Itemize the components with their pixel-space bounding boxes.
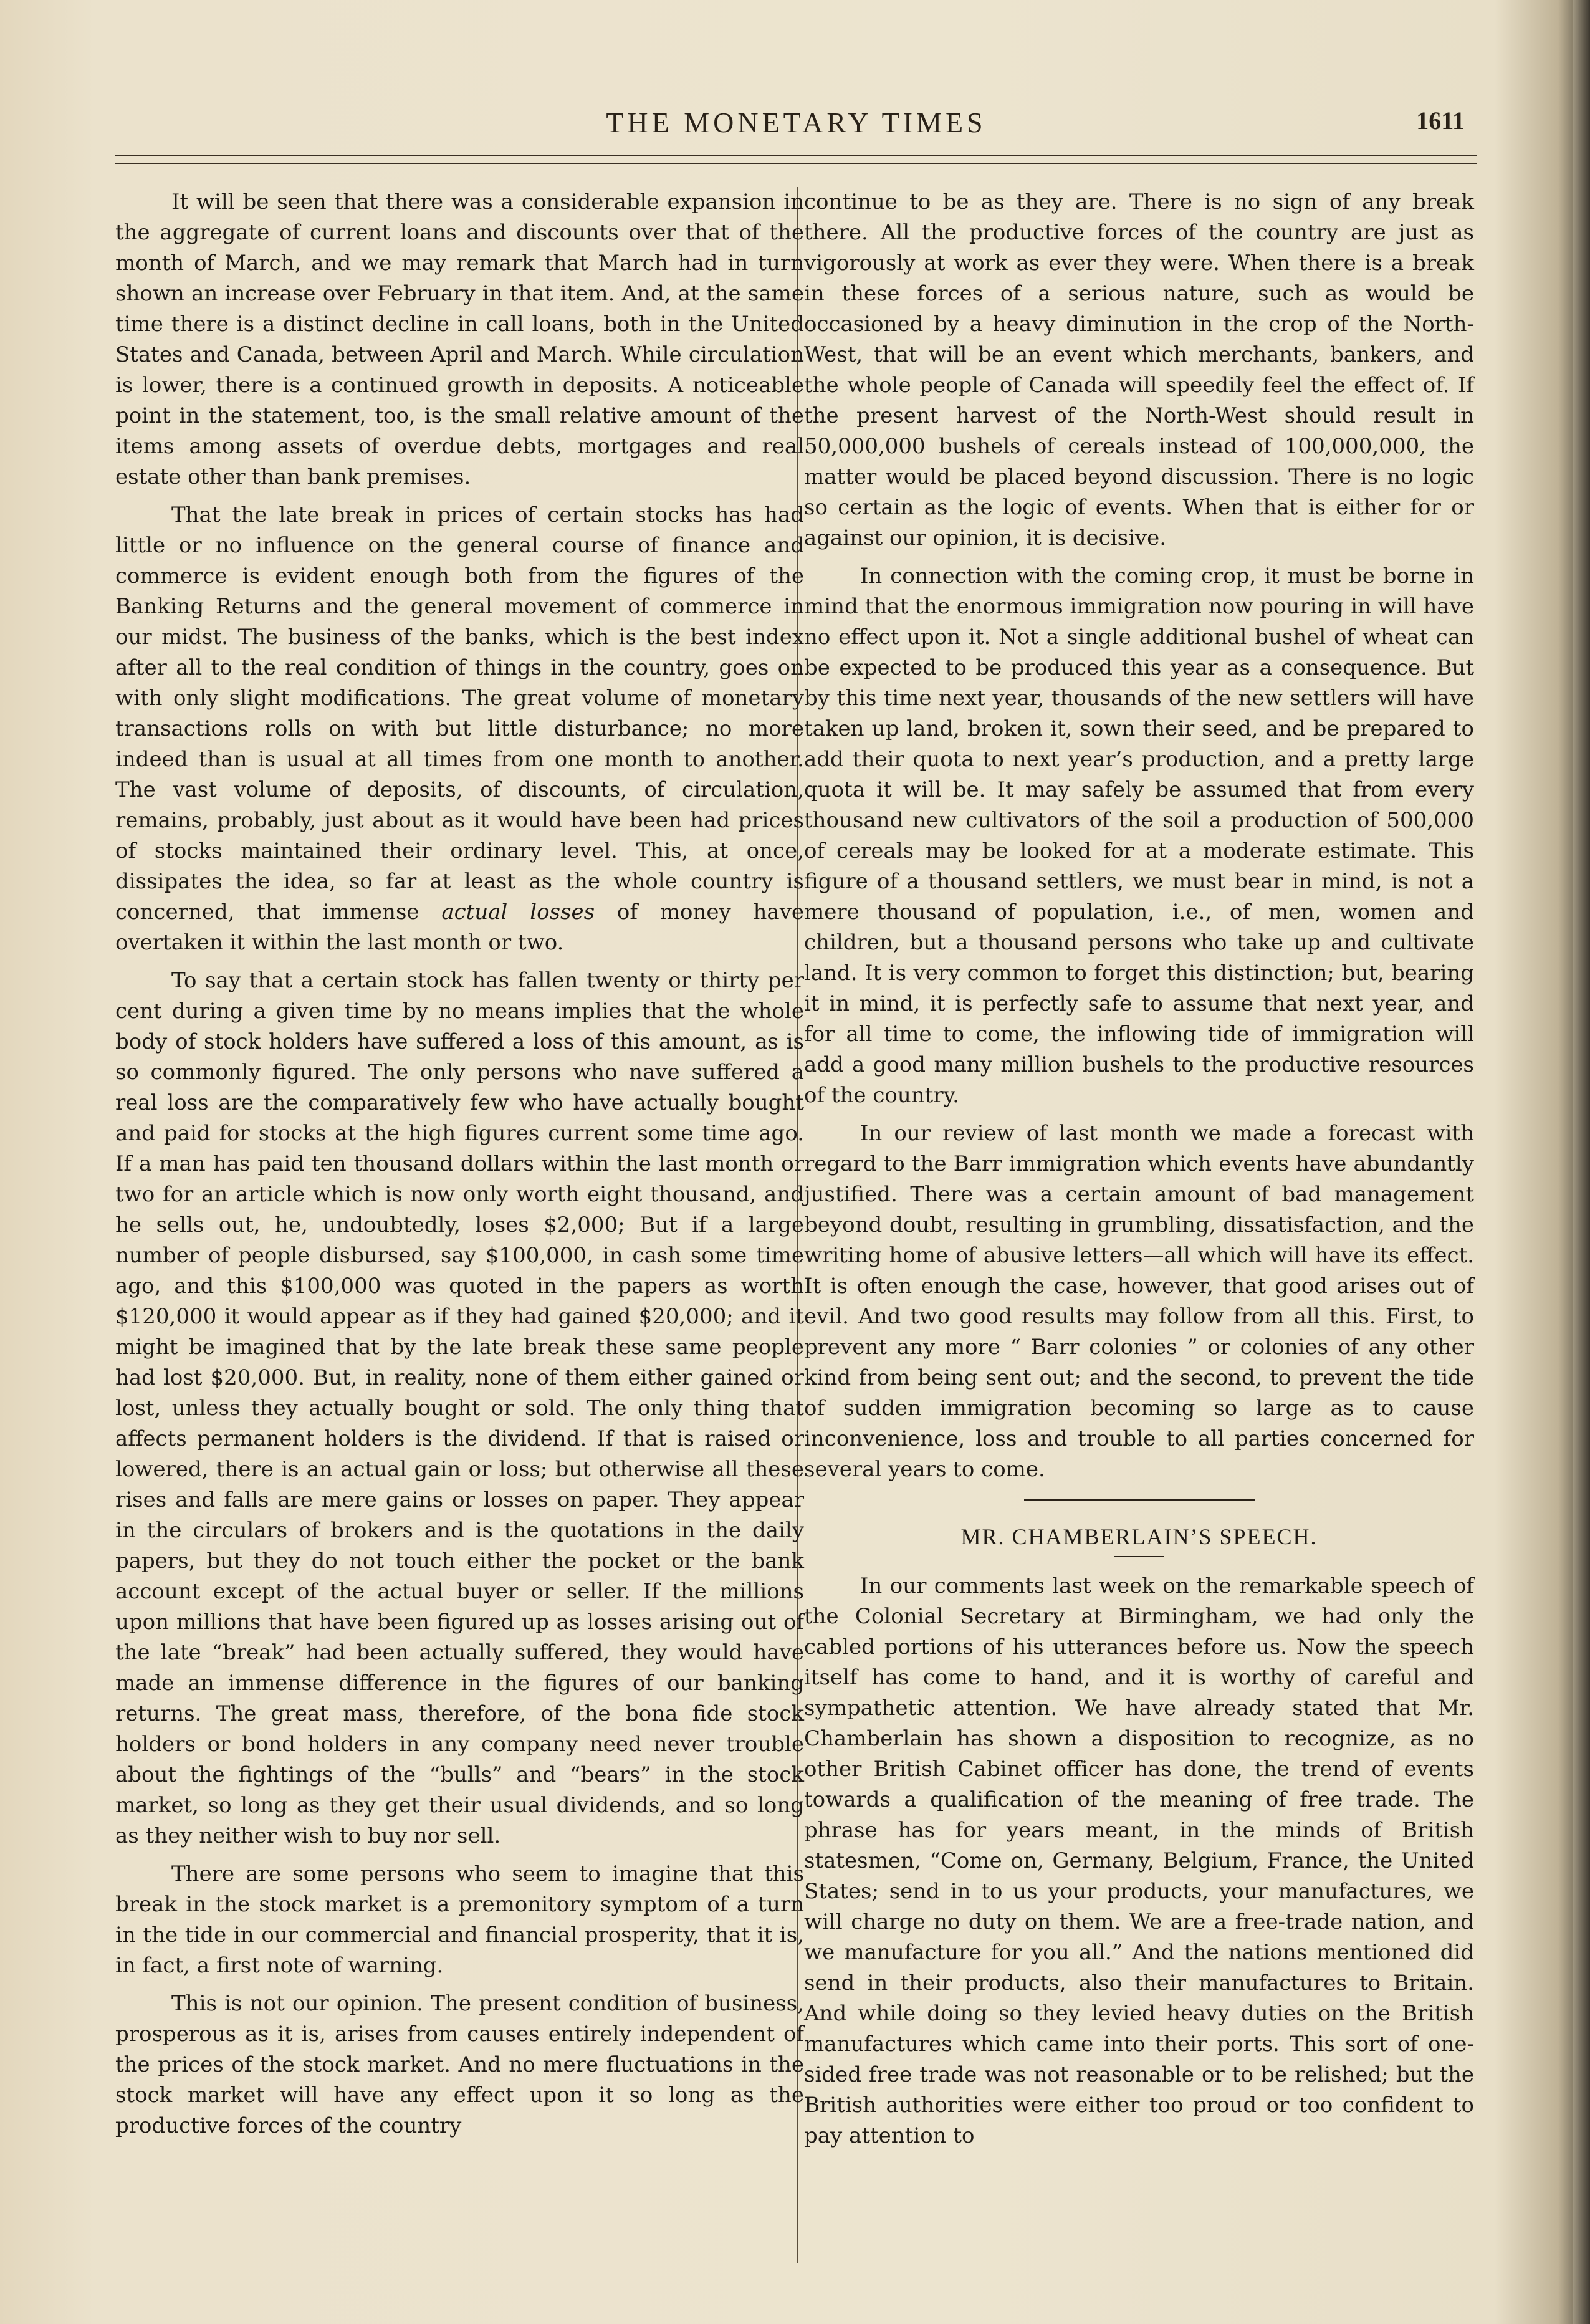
paragraph: continue to be as they are. There is no sign of any break there. All the productive forces of the country are just as vigorously at work as ever they were. When there is a break in these forces of a serious nature, such as would be occasioned by a heavy diminution in the crop of the North-West, that will be an event which merchants, bankers, and the whole people of Canada will speedily feel the effect of. If the present harvest of the North-West should result in 50,000,000 bushels of cereals instead of 100,000,000, the matter would be placed beyond discussion. There is no logic so certain as the logic of events. When that is either for or against our opinion, it is decisive. (804, 190, 1474, 550)
italic-phrase: actual losses (441, 900, 595, 924)
paragraph: It will be seen that there was a considerable expansion in the aggregate of current loans and discounts over that of the month of March, and we may remark that March had in turn shown an increase over February in that item. And, at the same time there is a distinct decline in call loans, both in the United States and Canada, between April and March. While circulation is lower, there is a continued growth in deposits. A noticeable point in the statement, too, is the small relative amount of the items among assets of overdue debts, mortgages and real estate other than bank premises. (115, 190, 804, 489)
masthead: THE MONETARY TIMES (606, 107, 987, 138)
heading-rule (1114, 1556, 1164, 1557)
left-column (115, 187, 804, 2141)
page-number: 1611 (1416, 107, 1465, 135)
paragraph: In our review of last month we made a forecast with regard to the Barr immigration which events have abundantly justified. There was a certain amount of bad management beyond doubt, resulting in grumbling, dissatisfaction, and the writing home of abusive letters—all which will have its effect. It is often enough the case, however, that good arises out of evil. And two good results may follow from all this. First, to prevent any more “ Barr colonies ” or colonies of any other kind from being sent out; and the second, to prevent the tide of sudden immigration becoming so large as to cause inconvenience, loss and trouble to all parties concerned for several years to come. (804, 1121, 1474, 1482)
header-rule-thin (115, 163, 1477, 164)
paragraph: To say that a certain stock has fallen twenty or thirty per cent during a given time by no means implies that the whole body of stock holders have suffered a loss of this amount, as is so commonly figured. The only persons who nave suffered a real loss are the comparatively few who have actually bought and paid for stocks at the high figures current some time ago. If a man has paid ten thousand dollars within the last month or two for an article which is now only worth eight thousand, and he sells out, he, undoubtedly, loses $2,000; But if a large number of people disbursed, say $100,000, in cash some time ago, and this $100,000 was quoted in the papers as worth $120,000 it would appear as if they had gained $20,000; and it might be imagined that by the late break these same people had lost $20,000. But, in reality, none of them either gained or lost, unless they actually bought or sold. The only thing that affects permanent holders is the dividend. If that is raised or lowered, there is an actual gain or loss; but otherwise all these rises and falls are mere gains or losses on paper. They appear in the circulars of brokers and is the quotations in the daily papers, but they do not touch either the pocket or the bank account except of the actual buyer or seller. If the millions upon millions that have been figured up as losses arising out of the late “break” had been actually suffered, they would have made an immense difference in the figures of our banking returns. The great mass, therefore, of the bona fide stock holders or bond holders in any company need never trouble about the fightings of the “bulls” and “bears” in the stock market, so long as they get their usual dividends, and so long as they neither wish to buy nor sell. (115, 968, 804, 1848)
section-separator (1024, 1499, 1255, 1504)
paragraph: This is not our opinion. The present condition of business, prosperous as it is, arises from causes entirely independent of the prices of the stock market. And no mere fluctuations in the stock market will have any effect upon it so long as the productive forces of the country (115, 1991, 804, 2138)
paragraph (115, 500, 804, 958)
section-heading: MR. CHAMBERLAIN’S SPEECH. (960, 1524, 1318, 1549)
page-header (115, 106, 1477, 150)
binding-edge (1573, 0, 1590, 2324)
right-column (804, 187, 1474, 2151)
header-rule-thick (115, 155, 1477, 156)
paragraph: In our comments last week on the remarkable speech of the Colonial Secretary at Birmingham, we had only the cabled portions of his utterances before us. Now the speech itself has come to hand, and it is worthy of careful and sympathetic attention. We have already stated that Mr. Chamberlain has shown a disposition to recognize, as no other British Cabinet officer has done, the trend of events towards a qualification of the meaning of free trade. The phrase has for years meant, in the minds of British statesmen, “Come on, Germany, Belgium, France, the United States; send in to us your products, your manufactures, we will charge no duty on them. We are a free-trade nation, and we manufacture for you all.” And the nations mentioned did send in their products, also their manufactures to Britain. And while doing so they levied heavy duties on the British manufactures which came into their ports. This sort of one-sided free trade was not reasonable or to be relished; but the British authorities were either too proud or too confident to pay attention to (804, 1573, 1474, 2148)
paragraph: There are some persons who seem to imagine that this break in the stock market is a premonitory symptom of a turn in the tide in our commercial and financial prosperity, that it is, in fact, a first note of warning. (115, 1861, 804, 1978)
paragraph-text: That the late break in prices of certain stocks has had little or no influence on the general course of finance and commerce is evident enough both from the figures of the Banking Returns and the general movement of commerce in our midst. The business of the banks, which is the best index after all to the real condition of things in the country, goes on with only slight modifications. The great volume of monetary transactions rolls on with but little disturbance; no more indeed than is usual at all times from one month to another. The vast volume of deposits, of discounts, of circulation, remains, probably, just about as it would have been had prices of stocks maintained their ordinary level. This, at once, dissipates the idea, so far at least as the whole country is concerned, that immense (115, 502, 804, 924)
separator-rule-thick (1024, 1499, 1255, 1501)
paragraph: In connection with the coming crop, it must be borne in mind that the enormous immigration now pouring in will have no effect upon it. Not a single additional bushel of wheat can be expected to be produced this year as a consequence. But by this time next year, thousands of the new settlers will have taken up land, broken it, sown their seed, and be prepared to add their quota to next year’s production, and a pretty large quota it will be. It may safely be assumed that from every thousand new cultivators of the soil a production of 500,000 of cereals may be looked for at a moderate estimate. This figure of a thousand settlers, we must bear in mind, is not a mere thousand of population, i.e., of men, women and children, but a thousand persons who take up and cultivate land. It is very common to forget this distinction; but, bearing it in mind, it is perfectly safe to assume that next year, and for all time to come, the inflowing tide of immigration will add a good many million bushels to the productive resources of the country. (804, 564, 1474, 1108)
paragraph-text: of money have overtaken it within the last month or two. (115, 900, 805, 955)
